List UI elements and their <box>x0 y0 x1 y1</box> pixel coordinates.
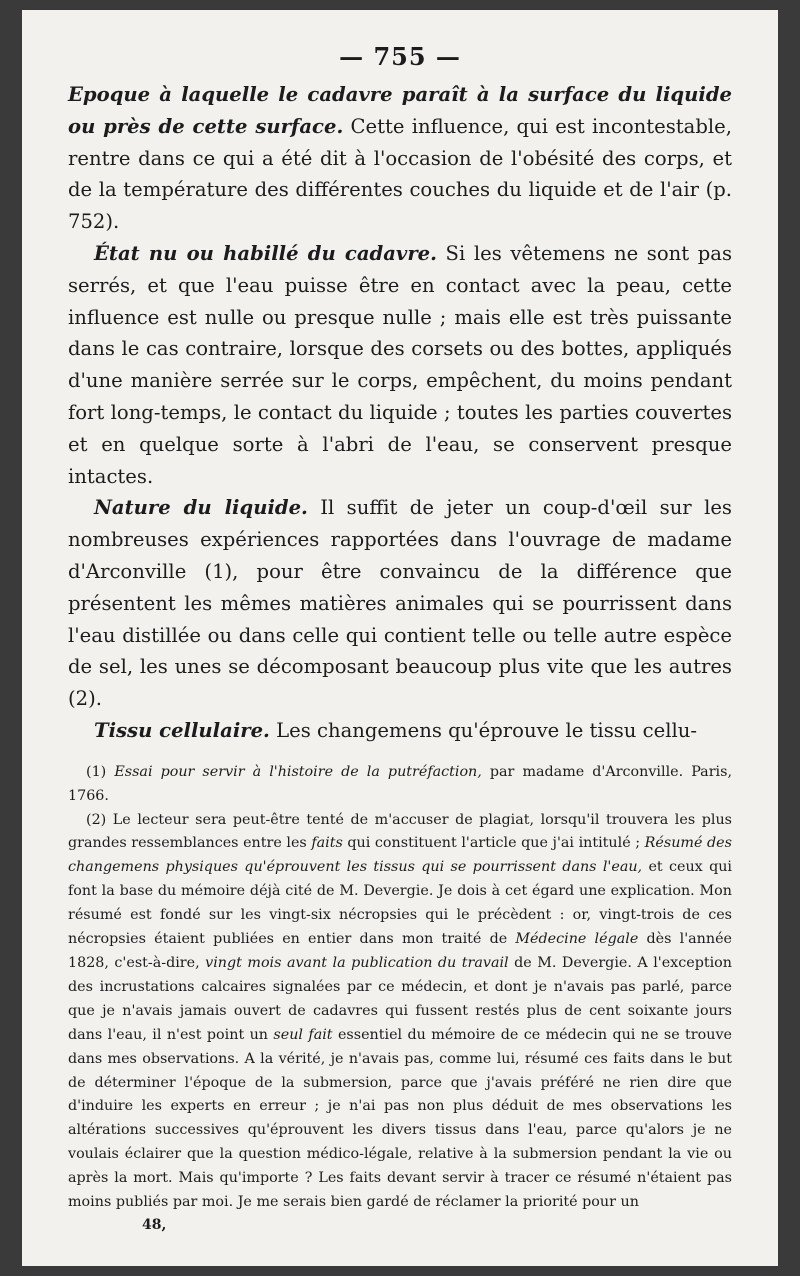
book-page <box>22 10 778 1266</box>
paragraph-epoque <box>68 79 732 238</box>
footnote-emphasis: faits <box>311 835 343 852</box>
footnote-text: et ceux qui font la base du mémoire déjà cité de M. Devergie. Je dois à cet égard une explication. Mon résumé est fondé sur les vingt-six nécropsies qui le précèdent : or, vingt-trois de ces nécropsies étaient publiées en entier dans mon traité de <box>68 859 732 948</box>
paragraph-text: Les changemens qu'éprouve le tissu cellu- <box>269 718 697 742</box>
paragraph-nature-liquide <box>68 492 732 715</box>
footnote-text: essentiel du mémoire de ce médecin qui ne se trouve dans mes observations. A la vérité, je n'avais pas, comme lui, résumé ces faits dans le but de déterminer l'époque de la submersion, parce que j'avais préféré ne rien dire que d'induire les experts en erreur ; je n'ai pas non plus déduit de mes observations les altérations successives qu'éprouvent les divers tissus dans l'eau, parce qu'alors je ne voulais éclairer que la question médico-légale, relative à la submersion pendant la vie ou après la mort. Mais qu'importe ? Les faits devant servir à tracer ce résumé n'étaient pas moins publiés par moi. Je me serais bien gardé de réclamer la priorité pour un <box>68 1026 732 1211</box>
footnote-1 <box>68 761 732 809</box>
paragraph-heading: Tissu cellulaire. <box>94 718 270 742</box>
footnote-text: dès l'année 1828, c'est-à-dire, <box>68 931 733 971</box>
footnote-text: (2) Le lecteur sera peut-être tenté de m'accuser de plagiat, lorsqu'il trouvera les plus grandes ressemblances entre les <box>68 811 732 852</box>
main-text <box>68 79 732 747</box>
footnote-title: Essai pour servir à l'histoire de la putréfaction, <box>114 763 482 780</box>
paragraph-text: Si les vêtemens ne sont pas serrés, et que l'eau puisse être en contact avec la peau, cette influence est nulle ou presque nulle ; mais elle est très puissante dans le cas contraire, lorsque des corsets ou des bottes, appliqués d'une manière serrée sur le corps, empêchent, du moins pendant fort long-temps, le contact du liquide ; toutes les parties couvertes et en quelque sorte à l'abri de l'eau, se conservent presque intactes. <box>68 241 732 488</box>
paragraph-heading: État nu ou habillé du cadavre. <box>94 241 437 265</box>
footnote-emphasis: seul fait <box>273 1026 333 1043</box>
footnote-text: qui constituent l'article que j'ai intitulé ; <box>342 835 645 852</box>
footnote-emphasis: vingt mois avant la publication du travail <box>205 954 509 971</box>
paragraph-tissu-cellulaire <box>68 715 732 747</box>
paragraph-etat-nu <box>68 238 732 492</box>
footnote-emphasis: Médecine légale <box>515 931 639 948</box>
footnotes <box>68 761 732 1215</box>
signature-mark: 48, <box>142 1216 167 1233</box>
paragraph-text: Cette influence, qui est incontestable, rentre dans ce qui a été dit à l'occasion de l'obésité des corps, et de la température des différentes couches du liquide et de l'air (p. 752). <box>68 114 732 234</box>
page-number: — 755 — <box>339 42 461 71</box>
paragraph-heading: Nature du liquide. <box>94 496 308 520</box>
paragraph-text: Il suffit de jeter un coup-d'œil sur les nombreuses expériences rapportées dans l'ouvrage de madame d'Arconville (1), pour être convaincu de la différence que présentent les mêmes matières animales qui se pourrissent dans l'eau distillée ou dans celle qui contient telle ou telle autre espèce de sel, les unes se décomposant beaucoup plus vite que les autres (2). <box>68 496 732 711</box>
paragraph-heading: Epoque à laquelle le cadavre paraît à la surface du liquide ou près de cette surface. <box>68 83 732 138</box>
footnote-emphasis: Résumé des changemens physiques qu'éprouvent les tissus qui se pourrissent dans l'eau, <box>68 835 732 876</box>
footnote-text: par madame d'Arconville. Paris, 1766. <box>68 763 732 804</box>
footnote-2 <box>68 809 732 1215</box>
footnote-marker: (1) <box>86 763 115 780</box>
footnote-text: de M. Devergie. A l'exception des incrustations calcaires signalées par ce médecin, et dont je n'avais pas parlé, parce que je n'avais jamais ouvert de cadavres qui fussent restés plus de cent soixante jours dans l'eau, il n'est point un <box>68 954 732 1043</box>
